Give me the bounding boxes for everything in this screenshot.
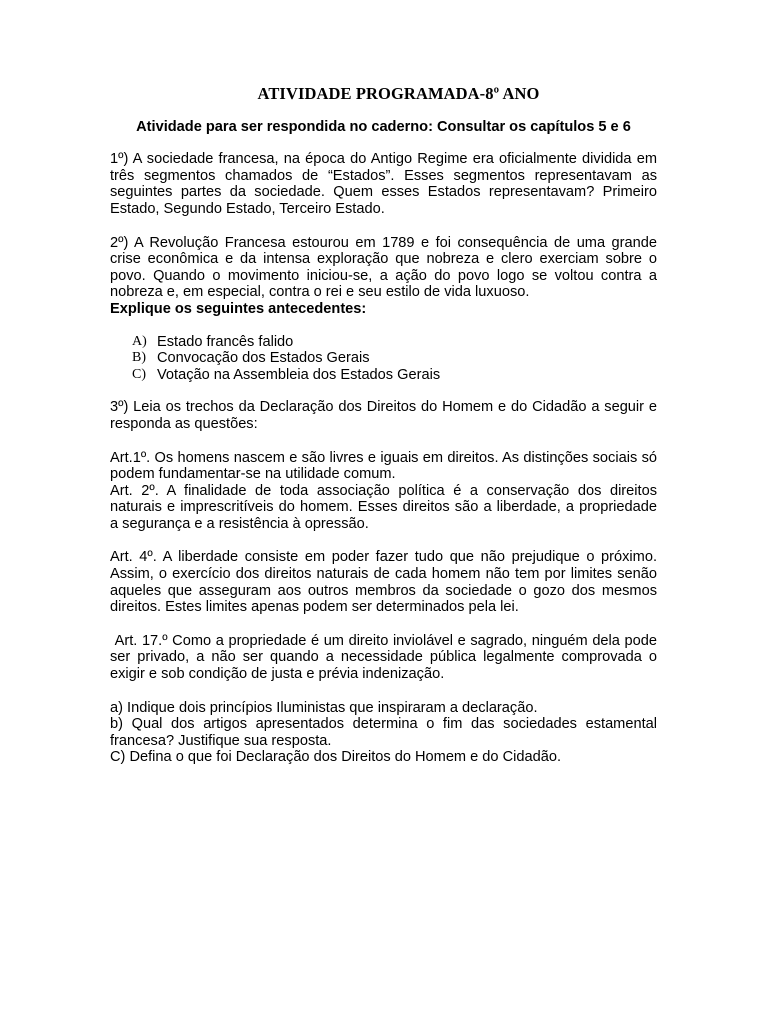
question-2: 2º) A Revolução Francesa estourou em 1789 e foi consequência de uma grande crise econômica e da intensa exploração que nobreza e clero exerciam sobre o povo. Quando o movimento iniciou-se, a ação do povo logo se voltou contra a nobreza e, em especial, contra o rei e seu estilo de vida luxuoso. [110,234,657,301]
article-1: Art.1º. Os homens nascem e são livres e iguais em direitos. As distinções sociais só podem fundamentar-se na utilidade comum. [110,449,657,483]
question-2-options [132,334,657,384]
article-17: Art. 17.º Como a propriedade é um direito inviolável e sagrado, ninguém dela pode ser privado, a não ser quando a necessidade pública legalmente comprovada o exigir e sob condição de justa e prévia indenização. [110,632,662,683]
document-page [110,84,662,766]
article-4: Art. 4º. A liberdade consiste em poder fazer tudo que não prejudique o próximo. Assim, o exercício dos direitos naturais de cada homem não tem por limites senão aqueles que asseguram aos outros membros da sociedade o gozo dos mesmos direitos. Estes limites apenas podem ser determinados pela lei. [110,549,657,616]
question-1: 1º) A sociedade francesa, na época do Antigo Regime era oficialmente dividida em três segmentos chamados de “Estados”. Esses segmentos representavam as seguintes partes da sociedade. Quem esses Estados representavam? Primeiro Estado, Segundo Estado, Terceiro Estado. [110,151,657,217]
question-3a: a) Indique dois princípios Iluministas que inspiraram a declaração. [110,699,538,716]
option-b [132,350,657,367]
option-c [132,367,657,384]
option-c-letter: C) [132,366,146,382]
question-3c: C) Defina o que foi Declaração dos Direitos do Homem e do Cidadão. [110,749,562,766]
article-2: Art. 2º. A finalidade de toda associação política é a conservação dos direitos naturais e imprescritíveis do homem. Esses direitos são a liberdade, a propriedade a segurança e a resistência à opressão. [110,482,657,532]
question-3b: b) Qual dos artigos apresentados determina o fim das sociedades estamental francesa? Justifique sua resposta. [110,716,657,749]
question-2-instruction: Explique os seguintes antecedentes: [110,300,367,317]
option-b-letter: B) [132,350,146,366]
option-a-letter: A) [132,333,147,349]
option-c-text: Votação na Assembleia dos Estados Gerais [157,366,441,383]
document-title: ATIVIDADE PROGRAMADA-8º ANO [257,84,540,103]
question-3-intro: 3º) Leia os trechos da Declaração dos Direitos do Homem e do Cidadão a seguir e responda as questões: [110,399,657,432]
option-a [132,334,657,351]
option-b-text: Convocação dos Estados Gerais [157,350,370,367]
option-a-text: Estado francês falido [157,333,294,350]
document-subtitle: Atividade para ser respondida no caderno: Consultar os capítulos 5 e 6 [136,118,631,135]
